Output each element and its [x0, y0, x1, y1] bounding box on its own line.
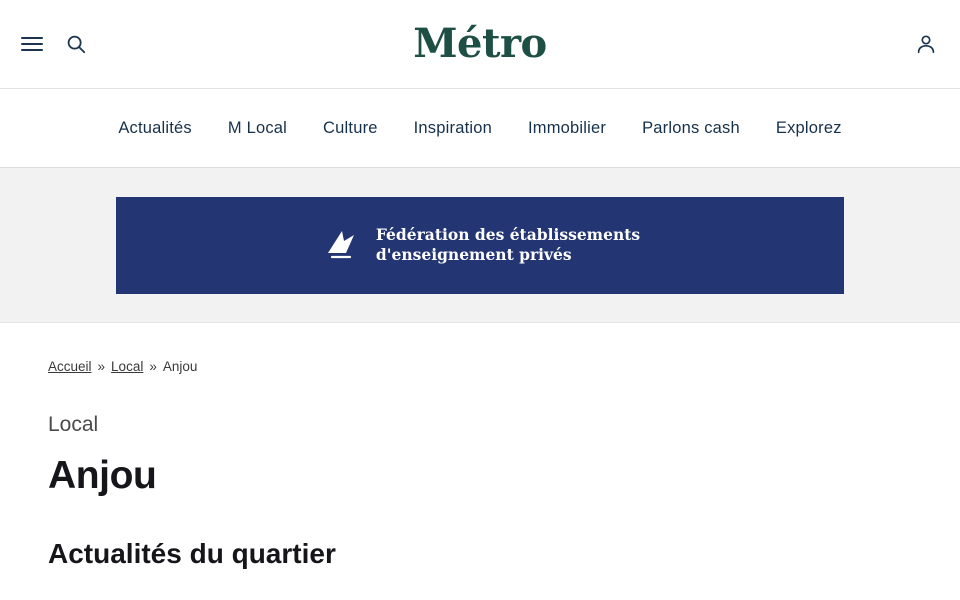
site-logo — [0, 0, 960, 88]
advertisement-band — [0, 168, 960, 323]
nav-item-inspiration[interactable]: Inspiration — [413, 118, 492, 137]
bird-emblem-icon — [320, 223, 364, 267]
breadcrumb-link-local[interactable]: Local — [111, 359, 144, 374]
site-logo-text[interactable]: Métro — [413, 20, 547, 67]
header-right-controls — [912, 0, 940, 88]
primary-navigation — [0, 89, 960, 168]
nav-item-culture[interactable]: Culture — [323, 118, 378, 137]
nav-item-immobilier[interactable]: Immobilier — [527, 118, 607, 137]
breadcrumb-link-accueil[interactable]: Accueil — [48, 359, 92, 374]
nav-item-m-local[interactable]: M Local — [227, 118, 288, 137]
breadcrumb-current-anjou: Anjou — [162, 359, 198, 374]
site-header — [0, 0, 960, 89]
advertisement-text — [376, 225, 640, 265]
page-title: Anjou — [48, 454, 157, 497]
advertisement-line-2: d'enseignement privés — [375, 245, 572, 264]
nav-item-actualites[interactable]: Actualités — [118, 118, 192, 137]
hamburger-menu-icon[interactable] — [18, 30, 46, 58]
section-title: Actualités du quartier — [48, 538, 336, 569]
page-kicker: Local — [48, 413, 99, 436]
breadcrumb-separator-2: » — [149, 359, 157, 374]
nav-item-explorez[interactable]: Explorez — [775, 118, 842, 137]
nav-item-parlons-cash[interactable]: Parlons cash — [642, 118, 740, 137]
user-account-icon[interactable] — [912, 30, 940, 58]
main-content — [0, 359, 960, 600]
breadcrumb-separator-1: » — [97, 359, 106, 374]
breadcrumb — [48, 359, 912, 374]
header-left-controls — [18, 0, 90, 88]
advertisement-banner[interactable] — [116, 197, 844, 294]
advertisement-content — [320, 223, 640, 267]
advertisement-line-1: Fédération des établissements — [375, 225, 641, 245]
search-icon[interactable] — [62, 30, 90, 58]
